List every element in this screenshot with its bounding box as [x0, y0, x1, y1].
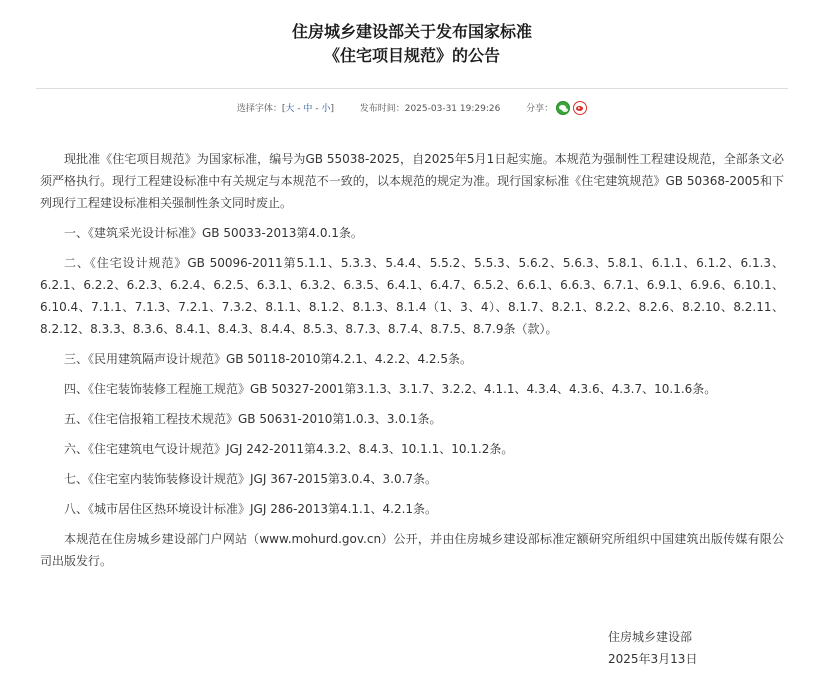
font-separator: -: [312, 104, 322, 114]
body-paragraph: 七、《住宅室内装饰装修设计规范》JGJ 367-2015第3.0.4、3.0.7条。: [64, 472, 438, 486]
share-label: 分享：: [526, 104, 554, 114]
wechat-share-icon[interactable]: [556, 101, 570, 115]
font-small-link[interactable]: 小: [321, 104, 331, 114]
body-paragraph: 一、《建筑采光设计标准》GB 50033-2013第4.0.1条。: [64, 226, 363, 240]
font-size-label: 选择字体：[: [236, 104, 286, 114]
font-separator: -: [294, 104, 304, 114]
body-paragraph: 二、《住宅设计规范》GB 50096-2011第5.1.1、5.3.3、5.4.4、5.5.2、5.5.3、5.6.2、5.6.3、5.8.1、6.1.1、6.1.2、6.1.3、6.2.1、6.2.2、6.2.3、6.2.4、6.2.5、6.3.1、6.3.2、6.3.5、6.4.1、6.4.7、6.5.2、6.6.1、6.6.3、6.7.1、6.9.1、6.9.6、6.10.1、6.10.4、7.1.1、7.1.3、7.2.1、7.3.2、8.1.1、8.1.2、8.1.3、8.1.4（1、3、4）、8.1.7、8.2.1、8.2.2、8.2.6、8.2.10、8.2.11、8.2.12、8.3.3、8.3.6、8.4.1、8.4.3、8.4.4、8.5.3、8.7.3、8.7.4、8.7.5、8.7.9条（款）。: [40, 256, 784, 336]
page-title: [0, 20, 824, 68]
body-paragraph: 五、《住宅信报箱工程技术规范》GB 50631-2010第1.0.3、3.0.1条。: [64, 412, 442, 426]
article-meta: [0, 99, 824, 119]
body-paragraph: 三、《民用建筑隔声设计规范》GB 50118-2010第4.2.1、4.2.2、4.2.5条。: [64, 352, 472, 366]
signature-organization: 住房城乡建设部: [608, 630, 693, 644]
signature-block: [608, 626, 697, 670]
title-line-1: 住房城乡建设部关于发布国家标准: [291, 22, 532, 41]
body-paragraph: 六、《住宅建筑电气设计规范》JGJ 242-2011第4.3.2、8.4.3、10.1.1、10.1.2条。: [64, 442, 514, 456]
publish-time-label: 发布时间：: [359, 104, 405, 114]
signature-date: 2025年3月13日: [608, 652, 698, 666]
body-paragraph: 本规范在住房城乡建设部门户网站（www.mohurd.gov.cn）公开，并由住房城乡建设部标准定额研究所组织中国建筑出版传媒有限公司出版发行。: [40, 532, 784, 568]
title-divider: [36, 88, 788, 89]
body-paragraph: 四、《住宅装饰装修工程施工规范》GB 50327-2001第3.1.3、3.1.7、3.2.2、4.1.1、4.3.4、4.3.6、4.3.7、10.1.6条。: [64, 382, 717, 396]
font-large-link[interactable]: 大: [285, 104, 295, 114]
font-medium-link[interactable]: 中: [303, 104, 313, 114]
publish-time: 2025-03-31 19:29:26: [404, 104, 501, 114]
article-body: [40, 148, 784, 580]
font-bracket-close: ]: [330, 104, 334, 114]
title-line-2: 《住宅项目规范》的公告: [323, 46, 500, 65]
body-paragraph: 八、《城市居住区热环境设计标准》JGJ 286-2013第4.1.1、4.2.1条。: [64, 502, 438, 516]
body-paragraph: 现批准《住宅项目规范》为国家标准，编号为GB 55038-2025，自2025年5月1日起实施。本规范为强制性工程建设规范，全部条文必须严格执行。现行工程建设标准中有关规定与本规范不一致的，以本规范的规定为准。现行国家标准《住宅建筑规范》GB 50368-2005和下列现行工程建设标准相关强制性条文同时废止。: [40, 152, 784, 210]
weibo-share-icon[interactable]: [573, 101, 587, 115]
